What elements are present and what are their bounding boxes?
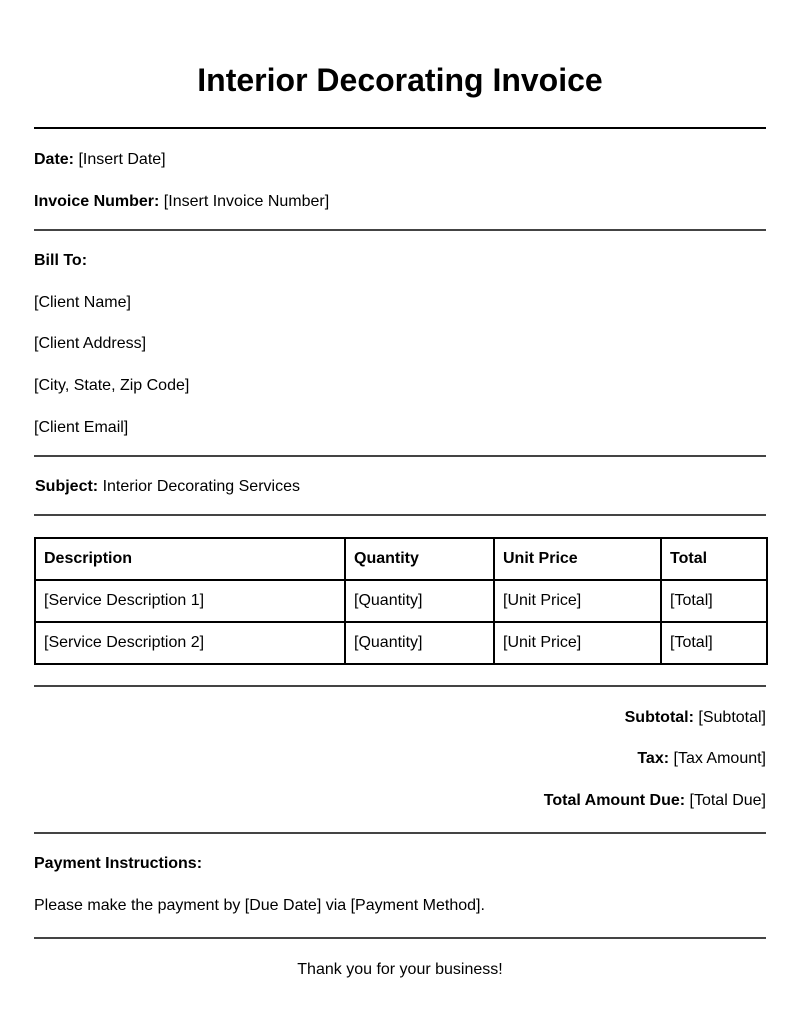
client-city-state-zip: [City, State, Zip Code] <box>34 377 190 394</box>
payment-instructions-text: Please make the payment by [Due Date] via [Payment Method]. <box>34 897 485 914</box>
table-cell: [Total] <box>661 580 767 622</box>
subtotal-label: Subtotal: <box>624 709 694 726</box>
total-due-label: Total Amount Due: <box>543 792 686 809</box>
column-header-quantity: Quantity <box>345 538 494 580</box>
subject-value: Interior Decorating Services <box>98 478 300 495</box>
table-cell: [Unit Price] <box>494 622 661 664</box>
subtotal-line <box>625 708 766 728</box>
invoice-number-value: [Insert Invoice Number] <box>159 193 330 210</box>
bill-to-label <box>34 251 87 271</box>
invoice-number-line <box>34 192 329 212</box>
column-header-total: Total <box>661 538 767 580</box>
client-name: [Client Name] <box>34 294 131 311</box>
table-cell: [Total] <box>661 622 767 664</box>
bill-to-heading: Bill To: <box>34 252 88 269</box>
total-due-value: [Total Due] <box>685 792 766 809</box>
payment-instructions-label: Payment Instructions: <box>34 855 203 872</box>
table-cell: [Service Description 2] <box>35 622 345 664</box>
subject-label: Subject: <box>35 478 99 495</box>
date-label: Date: <box>34 151 75 168</box>
client-address: [Client Address] <box>34 335 147 352</box>
table-cell: [Quantity] <box>345 622 494 664</box>
divider <box>34 514 766 516</box>
column-header-unit-price: Unit Price <box>494 538 661 580</box>
table-row <box>35 580 767 622</box>
divider <box>34 127 766 129</box>
table-cell: [Service Description 1] <box>35 580 345 622</box>
table-cell: [Unit Price] <box>494 580 661 622</box>
tax-line <box>637 749 766 769</box>
services-table <box>34 537 768 665</box>
date-line <box>34 150 166 170</box>
payment-instructions-heading <box>34 854 202 874</box>
tax-label: Tax: <box>637 750 670 767</box>
date-value: [Insert Date] <box>74 151 166 168</box>
table-row <box>35 622 767 664</box>
table-header-row <box>35 538 767 580</box>
divider <box>34 229 766 231</box>
invoice-title: Interior Decorating Invoice <box>197 62 603 98</box>
divider <box>34 832 766 834</box>
total-due-line <box>544 791 766 811</box>
divider <box>34 685 766 687</box>
divider <box>34 455 766 457</box>
thank-you-message: Thank you for your business! <box>297 961 503 978</box>
divider <box>34 937 766 939</box>
invoice-number-label: Invoice Number: <box>34 193 160 210</box>
column-header-description: Description <box>35 538 345 580</box>
table-cell: [Quantity] <box>345 580 494 622</box>
tax-value: [Tax Amount] <box>669 750 766 767</box>
client-email: [Client Email] <box>34 419 129 436</box>
subject-line <box>35 477 300 497</box>
subtotal-value: [Subtotal] <box>693 709 766 726</box>
